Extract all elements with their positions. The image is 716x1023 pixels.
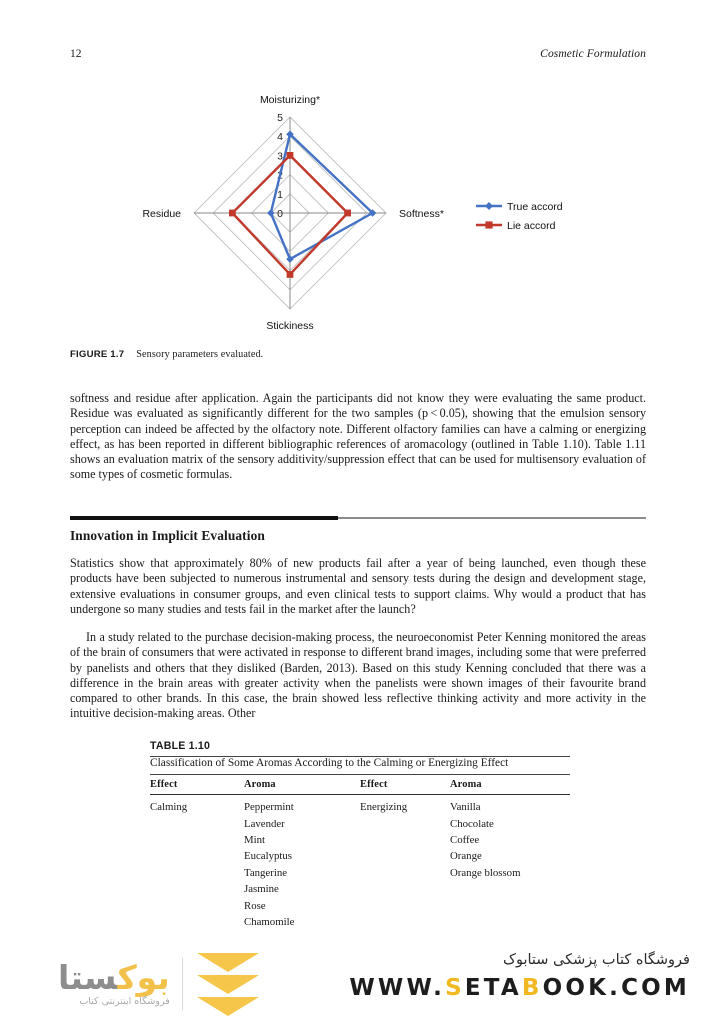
table-1-10-body [150, 799, 570, 930]
logo-divider [182, 958, 184, 1010]
svg-text:Moisturizing*: Moisturizing* [259, 94, 321, 106]
radar-legend [476, 201, 563, 232]
svg-text:Softness*: Softness* [399, 208, 444, 220]
svg-text:Lie accord: Lie accord [507, 220, 556, 232]
section-heading: Innovation in Implicit Evaluation [70, 528, 265, 543]
table-1-10-grid [150, 775, 570, 794]
svg-text:Residue: Residue [142, 208, 181, 220]
url-letter-b: B [521, 975, 543, 1001]
aroma-item: Eucalyptus [244, 850, 292, 863]
svg-text:3: 3 [277, 150, 283, 163]
aroma-item: Vanilla [450, 801, 481, 814]
table-number: TABLE 1.10 [150, 740, 211, 752]
aroma-item: Orange blossom [450, 866, 521, 879]
col-header-effect-left: Effect [150, 779, 178, 790]
section-rule-dark [70, 516, 338, 520]
cell-effect-calming: Calming [150, 801, 188, 814]
col-header-aroma-right: Aroma [450, 779, 482, 790]
paragraph-two [70, 556, 646, 617]
table-body [150, 799, 570, 930]
svg-text:Stickiness: Stickiness [266, 320, 314, 332]
figure-1-7 [70, 88, 646, 346]
section-rule-light [338, 517, 646, 518]
chevron-icon-middle [197, 975, 259, 994]
chevron-icon-bottom [197, 997, 259, 1016]
running-head [70, 48, 646, 60]
aroma-item: Lavender [244, 817, 285, 830]
figure-caption [70, 349, 646, 360]
table-title: Classification of Some Aromas According to the Calming or Energizing Effect [150, 757, 509, 769]
svg-text:4: 4 [277, 131, 283, 144]
book-title: Cosmetic Formulation [540, 48, 646, 60]
figure-number: FIGURE 1.7 [70, 349, 125, 360]
table-row [150, 799, 570, 930]
footer-text [349, 952, 690, 1001]
svg-text:5: 5 [277, 112, 283, 124]
radar-chart [70, 88, 646, 340]
aroma-item: Chocolate [450, 817, 494, 830]
chevron-icon [197, 953, 259, 1016]
url-letter-s: S [445, 975, 465, 1001]
page-number: 12 [70, 48, 82, 60]
aroma-item: Chamomile [244, 915, 295, 928]
col-header-effect-right: Effect [360, 779, 388, 790]
url-suffix: OOK.COM [542, 975, 690, 1001]
footer-logo [58, 948, 348, 1020]
table-1-10 [150, 740, 570, 930]
svg-text:0: 0 [277, 208, 283, 220]
aroma-item: Jasmine [244, 883, 279, 896]
footer-url[interactable] [349, 975, 690, 1001]
logo-word-gold: بوک [117, 958, 170, 998]
setabook-wordmark [58, 958, 170, 1008]
figure-caption-text: Sensory parameters evaluated. [136, 349, 264, 360]
aroma-item: Tangerine [244, 866, 288, 879]
paragraph-one [70, 391, 646, 483]
aroma-item: Rose [244, 899, 266, 912]
logo-subtitle: فروشگاه اینترنتی کتاب [79, 996, 170, 1008]
aroma-item: Coffee [450, 833, 480, 846]
setabook-logo-script [58, 958, 170, 998]
url-prefix: WWW. [349, 975, 446, 1001]
table-head [150, 775, 570, 794]
cell-aromas-calming [244, 799, 360, 930]
logo-word-gray: ستا [58, 958, 118, 998]
table-header-row [150, 775, 570, 794]
chevron-icon-top [197, 953, 259, 972]
svg-text:2: 2 [277, 169, 283, 182]
paragraph-one-text: softness and residue after application. Again the participants did not know they were evaluating the same product. Residue was evaluated as significantly different for the two samples (p < 0.05), showing that the emulsion sensory perception can indeed be affected by the olfactory note. Different olfactory families can have a calming or energizing effect, as has been reported in different bibliographic references of aromacology (outlined in Table 1.10). Table 1.11 shows an evaluation matrix of the sensory additivity/suppression effect that can be used for multisensory evaluation of some types of cosmetic formulas. [70, 391, 646, 482]
svg-text:True accord: True accord [507, 201, 563, 213]
footer-banner [0, 944, 716, 1023]
radar-series-group [229, 131, 376, 278]
aroma-item: Peppermint [244, 801, 294, 814]
setabook-logo-mark [58, 953, 259, 1016]
aroma-item: Orange [450, 850, 482, 863]
section-rule [70, 516, 646, 520]
paragraph-two-text: Statistics show that approximately 80% of new products fail after a year of being launched, even though these products have been subjected to numerous instrumental and sensory tests during the design and development stage, extensive evaluations in consumer groups, and even clinical tests to support claims. Why would a product that has undergone so many studies and tests fail in the market after the launch? [70, 556, 646, 616]
footer-tagline: فروشگاه کتاب پزشکی ستابوک [502, 952, 690, 968]
radar-axes [194, 117, 386, 309]
col-header-aroma-left: Aroma [244, 779, 276, 790]
paragraph-three [70, 630, 646, 722]
aroma-item: Mint [244, 833, 265, 846]
cell-effect-energizing: Energizing [360, 801, 408, 814]
svg-text:1: 1 [277, 188, 283, 201]
paragraph-three-text: In a study related to the purchase decision-making process, the neuroeconomist Peter Kenning monitored the areas of the brain of consumers that were activated in response to different brand images, including some that were preferred by panelists and others that they disliked (Barden, 2013). Based on this study Kenning concluded that there was a difference in the brain areas with greater activity when the panelists were shown images of their favourite brand compared to other brands. In this case, the brain showed less reflective thinking activity and more activity in the intuitive decision-making areas. Other [70, 630, 646, 721]
url-middle: ETA [464, 975, 522, 1001]
radar-chart-svg [70, 88, 646, 340]
cell-aromas-energizing [450, 799, 570, 930]
